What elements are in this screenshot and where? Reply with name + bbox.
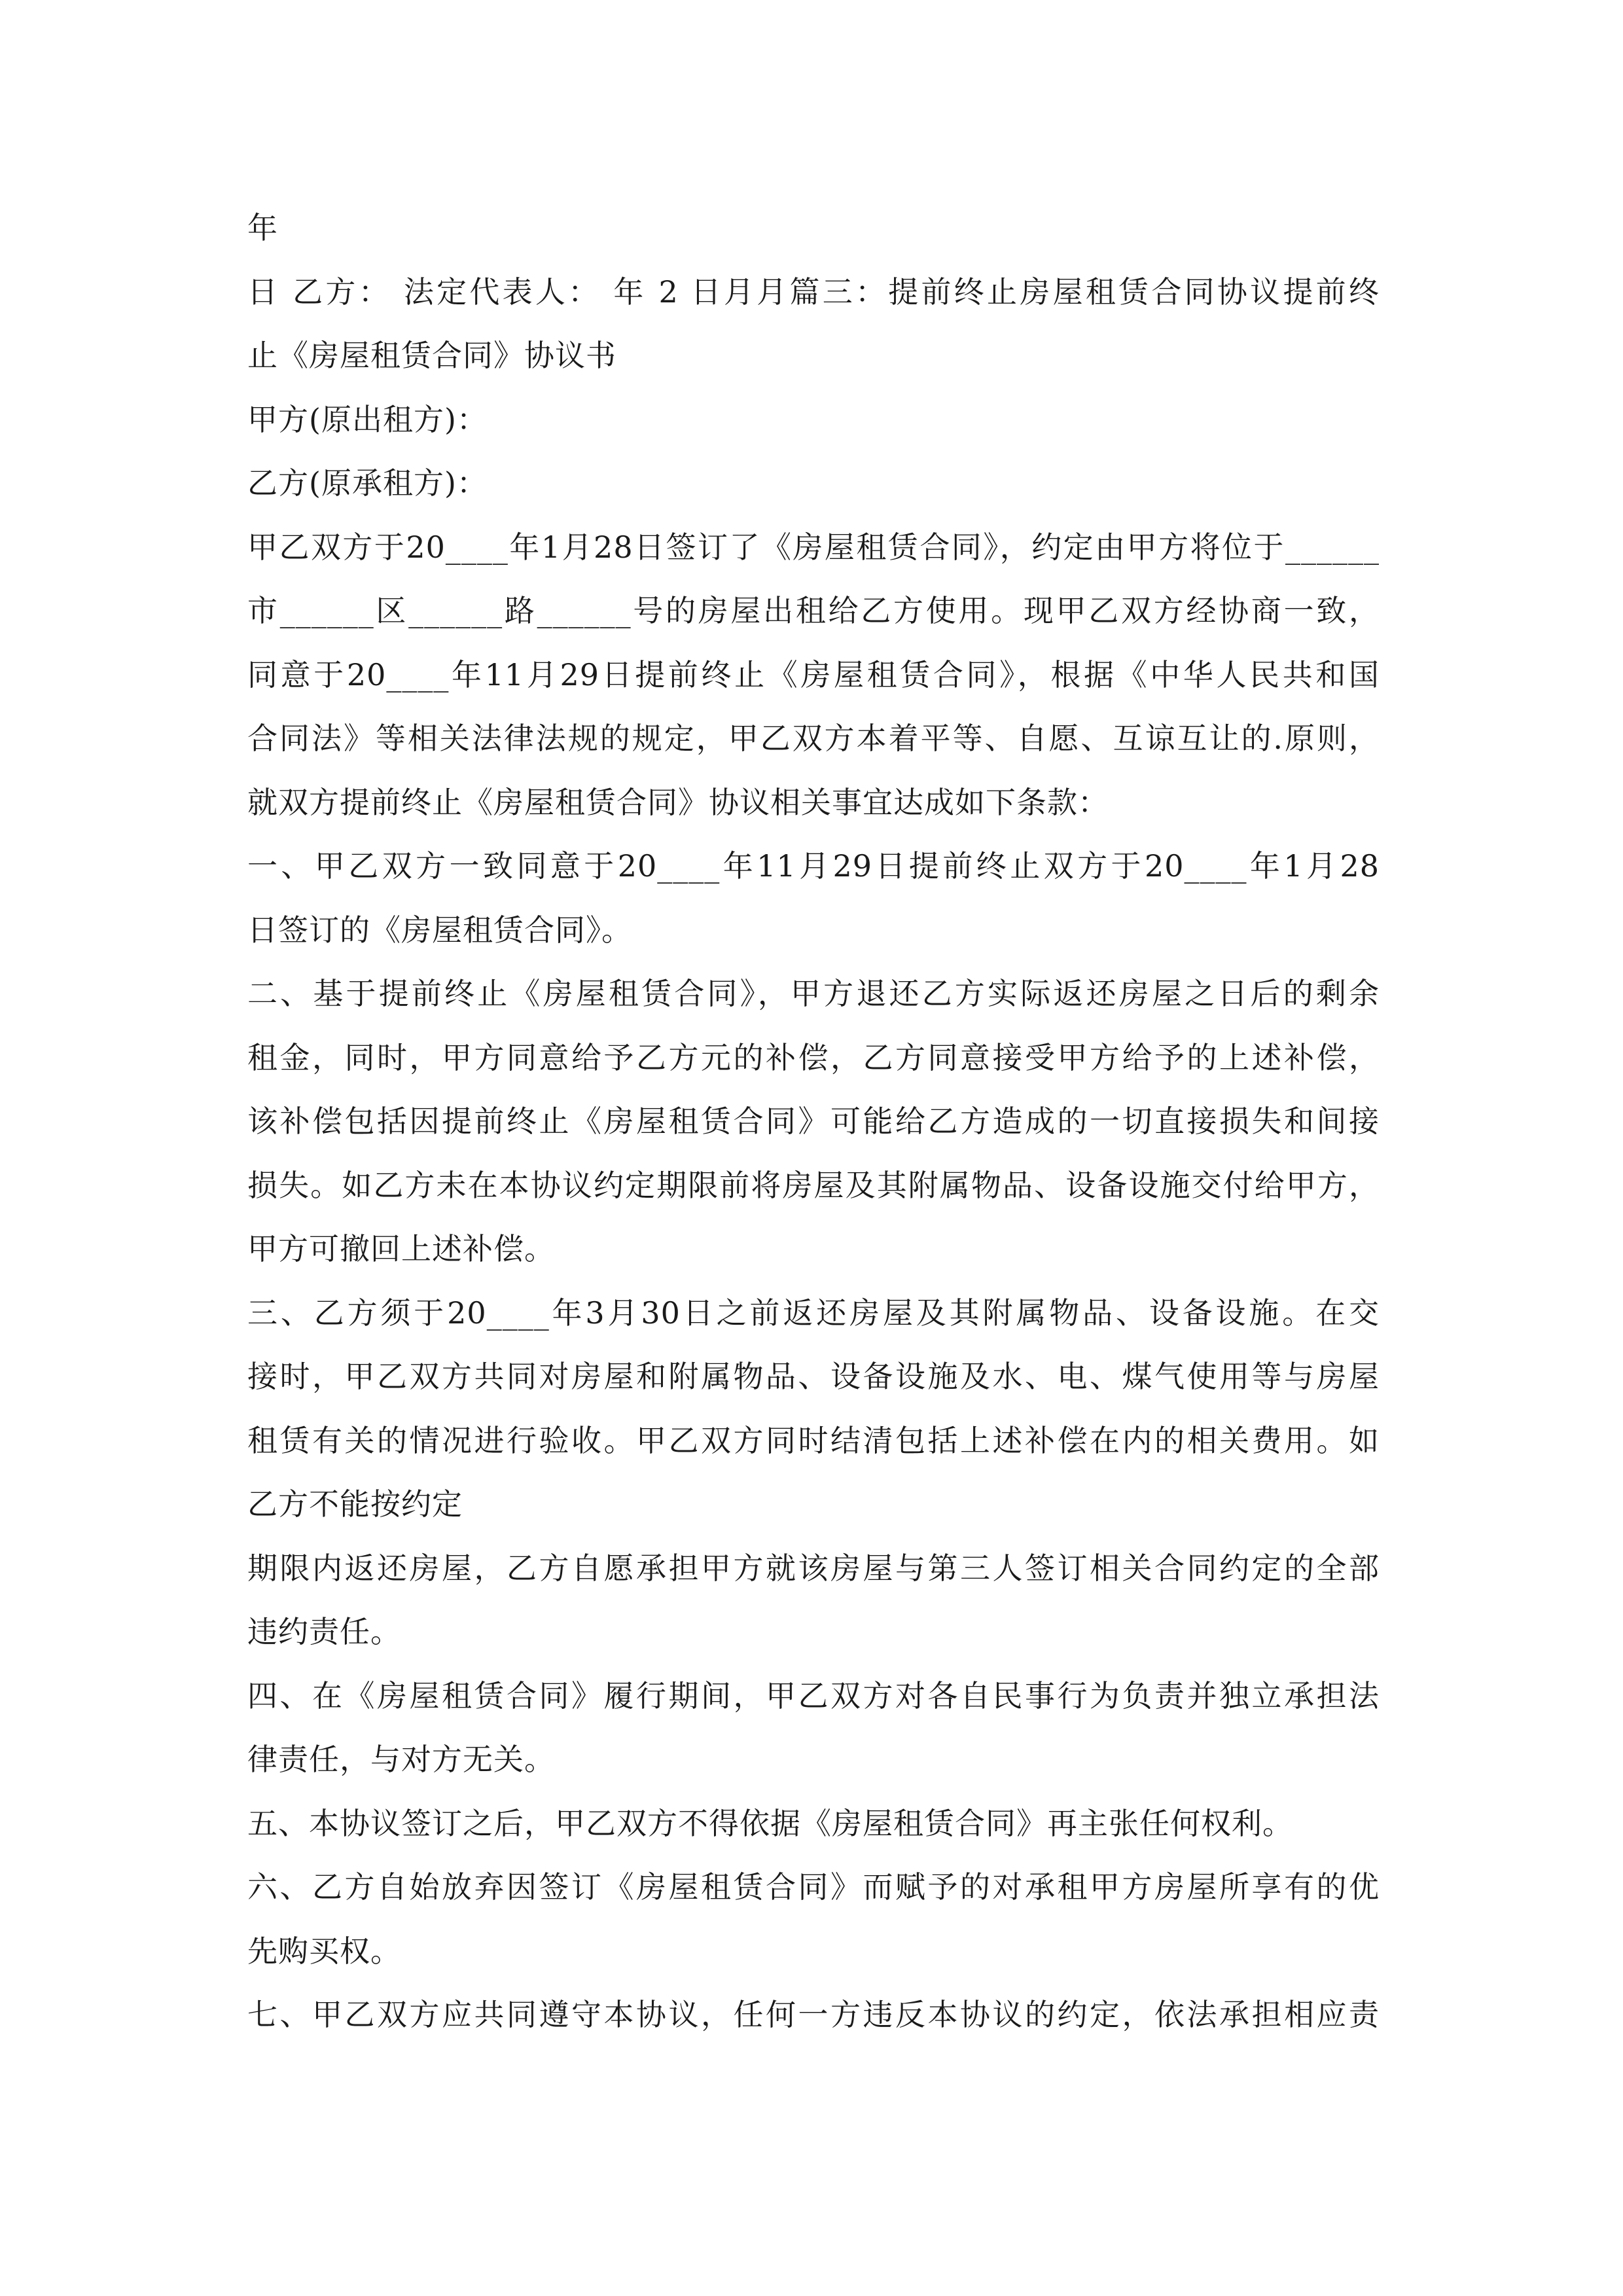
text-line: 该补偿包括因提前终止《房屋租赁合同》可能给乙方造成的一切直接损失和间接	[247, 1103, 1380, 1139]
text-line: 市______区______路______号的房屋出租给乙方使用。现甲乙双方经协商一致，	[247, 593, 1380, 628]
text-line: 一、甲乙双方一致同意于20____年11月29日提前终止双方于20____年1月28	[247, 848, 1380, 884]
text-line: 期限内返还房屋，乙方自愿承担甲方就该房屋与第三人签订相关合同约定的全部	[247, 1550, 1380, 1586]
text-line: 就双方提前终止《房屋租赁合同》协议相关事宜达成如下条款：	[247, 784, 1109, 820]
text-line: 日 乙方： 法定代表人： 年 2 日月月篇三：提前终止房屋租赁合同协议提前终	[247, 274, 1380, 310]
text-line: 甲乙双方于20____年1月28日签订了《房屋租赁合同》，约定由甲方将位于______	[247, 529, 1380, 565]
text-line: 先购买权。	[247, 1933, 401, 1969]
text-line: 止《房屋租赁合同》协议书	[247, 338, 616, 373]
text-line: 同意于20____年11月29日提前终止《房屋租赁合同》，根据《中华人民共和国	[247, 656, 1380, 692]
text-line: 合同法》等相关法律法规的规定，甲乙双方本着平等、自愿、互谅互让的.原则，	[247, 721, 1380, 756]
text-line: 乙方(原承租方)：	[247, 465, 488, 501]
text-line: 七、甲乙双方应共同遵守本协议，任何一方违反本协议的约定，依法承担相应责	[247, 1997, 1380, 2032]
text-line: 日签订的《房屋租赁合同》。	[247, 912, 632, 948]
text-line: 租金，同时，甲方同意给予乙方元的补偿，乙方同意接受甲方给予的上述补偿，	[247, 1039, 1380, 1075]
text-line: 五、本协议签订之后，甲乙双方不得依据《房屋租赁合同》再主张任何权利。	[247, 1805, 1293, 1841]
text-line: 年	[247, 210, 278, 245]
text-line: 甲方(原出租方)：	[247, 401, 488, 437]
text-line: 甲方可撤回上述补偿。	[247, 1231, 555, 1266]
text-line: 二、基于提前终止《房屋租赁合同》，甲方退还乙方实际返还房屋之日后的剩余	[247, 976, 1380, 1011]
text-line: 三、乙方须于20____年3月30日之前返还房屋及其附属物品、设备设施。在交	[247, 1295, 1380, 1331]
document-body	[247, 196, 1380, 2047]
text-line: 律责任，与对方无关。	[247, 1742, 555, 1777]
text-line: 接时，甲乙双方共同对房屋和附属物品、设备设施及水、电、煤气使用等与房屋	[247, 1359, 1380, 1394]
text-line: 损失。如乙方未在本协议约定期限前将房屋及其附属物品、设备设施交付给甲方，	[247, 1167, 1380, 1203]
text-line: 违约责任。	[247, 1614, 401, 1649]
text-line: 租赁有关的情况进行验收。甲乙双方同时结清包括上述补偿在内的相关费用。如	[247, 1422, 1380, 1458]
text-line: 四、在《房屋租赁合同》履行期间，甲乙双方对各自民事行为负责并独立承担法	[247, 1677, 1380, 1713]
text-line: 乙方不能按约定	[247, 1486, 463, 1522]
text-line: 六、乙方自始放弃因签订《房屋租赁合同》而赋予的对承租甲方房屋所享有的优	[247, 1869, 1380, 1905]
